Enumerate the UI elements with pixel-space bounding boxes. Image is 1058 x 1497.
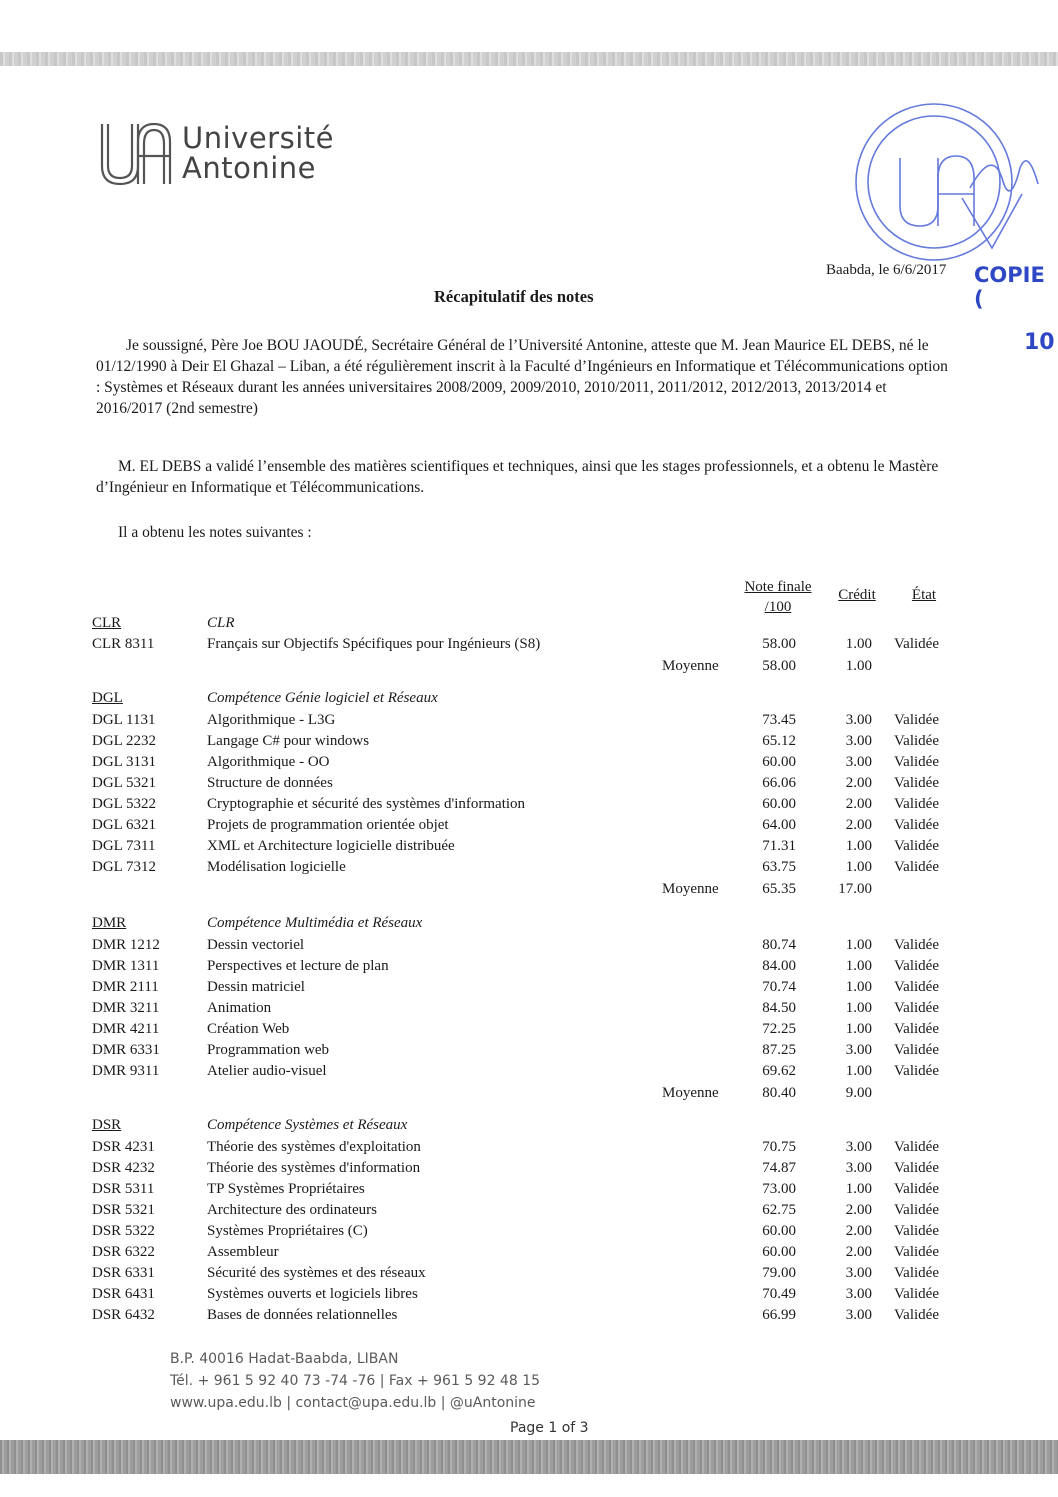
course-grade: 64.00 xyxy=(762,817,796,833)
course-title: Cryptographie et sécurité des systèmes d'information xyxy=(207,796,526,812)
course-grade: 73.00 xyxy=(762,1181,796,1197)
validation-paragraph: M. EL DEBS a validé l’ensemble des matières scientifiques et techniques, ainsi que les stages professionnels, et a obtenu le Mastère d’Ingénieur en Informatique et Télécommunications. xyxy=(96,458,939,496)
course-code: DSR 6431 xyxy=(92,1286,155,1302)
table-row xyxy=(0,1286,1058,1307)
course-title: Algorithmique - L3G xyxy=(207,712,336,728)
table-row xyxy=(0,796,1058,817)
course-grade: 60.00 xyxy=(762,796,796,812)
course-code: DMR 1212 xyxy=(92,937,160,953)
section-name: CLR xyxy=(207,615,235,631)
course-title: Sécurité des systèmes et des réseaux xyxy=(207,1265,426,1281)
course-status: Validée xyxy=(894,1244,939,1260)
course-title: Bases de données relationnelles xyxy=(207,1307,398,1323)
course-credit: 3.00 xyxy=(845,1307,872,1323)
course-credit: 1.00 xyxy=(845,958,872,974)
course-title: Français sur Objectifs Spécifiques pour Ingénieurs (S8) xyxy=(207,636,541,652)
section-header xyxy=(0,1117,1058,1138)
course-status: Validée xyxy=(894,1139,939,1155)
table-row xyxy=(0,958,1058,979)
table-row xyxy=(0,636,1058,657)
column-header-credit: Crédit xyxy=(838,587,876,603)
section-header xyxy=(0,615,1058,636)
scan-artifact-top xyxy=(0,52,1058,66)
logo-line-2: Antonine xyxy=(182,151,316,185)
table-row xyxy=(0,733,1058,754)
course-credit: 2.00 xyxy=(845,817,872,833)
course-grade: 72.25 xyxy=(762,1021,796,1037)
table-row xyxy=(0,817,1058,838)
section-code: DGL xyxy=(92,690,123,706)
course-grade: 66.06 xyxy=(762,775,796,791)
column-header-grade xyxy=(732,577,824,617)
course-credit: 3.00 xyxy=(845,712,872,728)
course-grade: 70.49 xyxy=(762,1286,796,1302)
course-status: Validée xyxy=(894,1307,939,1323)
course-title: Assembleur xyxy=(207,1244,279,1260)
average-label: Moyenne xyxy=(662,658,719,674)
course-title: XML et Architecture logicielle distribuée xyxy=(207,838,455,854)
course-status: Validée xyxy=(894,1063,939,1079)
course-grade: 58.00 xyxy=(762,636,796,652)
course-grade: 69.62 xyxy=(762,1063,796,1079)
university-name xyxy=(182,123,334,183)
course-status: Validée xyxy=(894,712,939,728)
section-average-row xyxy=(0,881,1058,902)
course-credit: 1.00 xyxy=(845,1181,872,1197)
table-row xyxy=(0,1181,1058,1202)
table-row xyxy=(0,1021,1058,1042)
average-label: Moyenne xyxy=(662,881,719,897)
average-label: Moyenne xyxy=(662,1085,719,1101)
course-title: Programmation web xyxy=(207,1042,330,1058)
course-title: Systèmes Propriétaires (C) xyxy=(207,1223,368,1239)
course-credit: 2.00 xyxy=(845,1244,872,1260)
course-grade: 80.74 xyxy=(762,937,796,953)
course-credit: 3.00 xyxy=(845,733,872,749)
course-status: Validée xyxy=(894,817,939,833)
course-status: Validée xyxy=(894,754,939,770)
course-status: Validée xyxy=(894,733,939,749)
course-title: Langage C# pour windows xyxy=(207,733,370,749)
course-grade: 70.74 xyxy=(762,979,796,995)
course-status: Validée xyxy=(894,775,939,791)
average-grade: 65.35 xyxy=(762,881,796,897)
section-code: DMR xyxy=(92,915,127,931)
copy-stamp-label: COPIE ( xyxy=(974,263,1045,311)
course-status: Validée xyxy=(894,1042,939,1058)
course-code: DGL 7312 xyxy=(92,859,157,875)
university-logo xyxy=(98,118,334,188)
course-code: DSR 4232 xyxy=(92,1160,155,1176)
course-credit: 1.00 xyxy=(845,1063,872,1079)
course-credit: 2.00 xyxy=(845,1223,872,1239)
footer-web: www.upa.edu.lb | contact@upa.edu.lb | @uAntonine xyxy=(170,1395,536,1411)
course-status: Validée xyxy=(894,979,939,995)
place-date: Baabda, le 6/6/2017 xyxy=(826,262,947,278)
course-code: DMR 4211 xyxy=(92,1021,160,1037)
course-credit: 2.00 xyxy=(845,1202,872,1218)
course-status: Validée xyxy=(894,636,939,652)
table-row xyxy=(0,754,1058,775)
grade-header-line-1: Note finale xyxy=(744,579,812,595)
total-credit: 1.00 xyxy=(845,658,872,674)
course-grade: 60.00 xyxy=(762,1223,796,1239)
course-code: CLR 8311 xyxy=(92,636,155,652)
course-credit: 1.00 xyxy=(845,1000,872,1016)
course-credit: 3.00 xyxy=(845,1265,872,1281)
course-code: DMR 9311 xyxy=(92,1063,160,1079)
course-title: Projets de programmation orientée objet xyxy=(207,817,449,833)
course-grade: 62.75 xyxy=(762,1202,796,1218)
course-title: Animation xyxy=(207,1000,272,1016)
course-credit: 1.00 xyxy=(845,838,872,854)
attestation-paragraph: Je soussigné, Père Joe BOU JAOUDÉ, Secrétaire Général de l’Université Antonine, atteste que M. Jean Maurice EL DEBS, né le 01/12/1990 à Deir El Ghazal – Liban, a été régulièrement inscrit à la Faculté d’Ingénieurs en Informatique et Télécommunications option : Systèmes et Réseaux durant les années universitaires 2008/2009, 2009/2010, 2010/2011, 2011/2012, 2012/2013, 2013/2014 et 2016/2017 (2nd semestre) xyxy=(96,337,948,417)
course-title: Dessin matriciel xyxy=(207,979,305,995)
course-title: Systèmes ouverts et logiciels libres xyxy=(207,1286,418,1302)
course-code: DGL 5321 xyxy=(92,775,157,791)
total-credit: 9.00 xyxy=(845,1085,872,1101)
course-credit: 1.00 xyxy=(845,979,872,995)
course-title: Dessin vectoriel xyxy=(207,937,305,953)
course-status: Validée xyxy=(894,937,939,953)
course-code: DGL 3131 xyxy=(92,754,157,770)
scan-artifact-bottom xyxy=(0,1440,1058,1474)
course-title: Architecture des ordinateurs xyxy=(207,1202,377,1218)
course-code: DGL 2232 xyxy=(92,733,157,749)
course-status: Validée xyxy=(894,796,939,812)
course-title: Perspectives et lecture de plan xyxy=(207,958,389,974)
course-grade: 70.75 xyxy=(762,1139,796,1155)
course-credit: 3.00 xyxy=(845,754,872,770)
course-status: Validée xyxy=(894,1000,939,1016)
course-code: DMR 2111 xyxy=(92,979,159,995)
table-row xyxy=(0,1139,1058,1160)
course-grade: 87.25 xyxy=(762,1042,796,1058)
course-title: Modélisation logicielle xyxy=(207,859,346,875)
course-code: DMR 3211 xyxy=(92,1000,160,1016)
table-row xyxy=(0,775,1058,796)
total-credit: 17.00 xyxy=(838,881,872,897)
table-row xyxy=(0,979,1058,1000)
course-grade: 65.12 xyxy=(762,733,796,749)
course-credit: 3.00 xyxy=(845,1286,872,1302)
table-row xyxy=(0,937,1058,958)
course-title: Théorie des systèmes d'information xyxy=(207,1160,421,1176)
table-row xyxy=(0,1244,1058,1265)
ua-monogram-icon xyxy=(98,118,176,188)
course-status: Validée xyxy=(894,1160,939,1176)
table-row xyxy=(0,1042,1058,1063)
course-grade: 74.87 xyxy=(762,1160,796,1176)
section-code: CLR xyxy=(92,615,122,631)
document-title: Récapitulatif des notes xyxy=(434,287,594,306)
course-grade: 84.50 xyxy=(762,1000,796,1016)
course-credit: 3.00 xyxy=(845,1042,872,1058)
average-grade: 80.40 xyxy=(762,1085,796,1101)
course-grade: 63.75 xyxy=(762,859,796,875)
course-code: DGL 7311 xyxy=(92,838,156,854)
grades-intro: Il a obtenu les notes suivantes : xyxy=(118,524,312,541)
course-grade: 60.00 xyxy=(762,754,796,770)
table-row xyxy=(0,712,1058,733)
course-grade: 73.45 xyxy=(762,712,796,728)
course-code: DSR 5321 xyxy=(92,1202,155,1218)
course-grade: 66.99 xyxy=(762,1307,796,1323)
course-code: DGL 5322 xyxy=(92,796,157,812)
course-status: Validée xyxy=(894,859,939,875)
section-name: Compétence Génie logiciel et Réseaux xyxy=(207,690,438,706)
course-title: Algorithmique - OO xyxy=(207,754,330,770)
course-status: Validée xyxy=(894,1181,939,1197)
section-header xyxy=(0,690,1058,711)
course-code: DSR 6432 xyxy=(92,1307,155,1323)
course-title: Structure de données xyxy=(207,775,333,791)
logo-line-1: Université xyxy=(182,121,334,155)
course-code: DMR 6331 xyxy=(92,1042,160,1058)
course-grade: 71.31 xyxy=(762,838,796,854)
course-status: Validée xyxy=(894,1021,939,1037)
table-row xyxy=(0,1160,1058,1181)
table-row xyxy=(0,1307,1058,1328)
course-credit: 3.00 xyxy=(845,1160,872,1176)
page-number: Page 1 of 3 xyxy=(510,1420,589,1436)
official-seal-icon xyxy=(842,98,1058,268)
course-status: Validée xyxy=(894,1223,939,1239)
section-average-row xyxy=(0,658,1058,679)
course-status: Validée xyxy=(894,1265,939,1281)
average-grade: 58.00 xyxy=(762,658,796,674)
course-status: Validée xyxy=(894,958,939,974)
course-credit: 1.00 xyxy=(845,859,872,875)
course-grade: 79.00 xyxy=(762,1265,796,1281)
course-code: DSR 6322 xyxy=(92,1244,155,1260)
table-row xyxy=(0,859,1058,880)
course-status: Validée xyxy=(894,838,939,854)
table-row xyxy=(0,1063,1058,1084)
course-credit: 1.00 xyxy=(845,1021,872,1037)
course-code: DSR 5311 xyxy=(92,1181,155,1197)
course-code: DGL 1131 xyxy=(92,712,156,728)
section-name: Compétence Multimédia et Réseaux xyxy=(207,915,423,931)
section-header xyxy=(0,915,1058,936)
footer-address: B.P. 40016 Hadat-Baabda, LIBAN xyxy=(170,1351,399,1367)
course-grade: 84.00 xyxy=(762,958,796,974)
footer-phone: Tél. + 961 5 92 40 73 -74 -76 | Fax + 961 5 92 48 15 xyxy=(170,1373,541,1389)
course-credit: 3.00 xyxy=(845,1139,872,1155)
table-row xyxy=(0,1265,1058,1286)
course-code: DSR 4231 xyxy=(92,1139,155,1155)
course-code: DGL 6321 xyxy=(92,817,157,833)
grade-header-line-2: /100 xyxy=(764,599,792,615)
course-code: DSR 6331 xyxy=(92,1265,155,1281)
course-title: Atelier audio-visuel xyxy=(207,1063,327,1079)
course-credit: 1.00 xyxy=(845,636,872,652)
course-credit: 2.00 xyxy=(845,775,872,791)
course-title: TP Systèmes Propriétaires xyxy=(207,1181,365,1197)
table-row xyxy=(0,1202,1058,1223)
stamp-number: 10 xyxy=(1024,330,1055,355)
course-credit: 2.00 xyxy=(845,796,872,812)
course-code: DSR 5322 xyxy=(92,1223,155,1239)
course-title: Théorie des systèmes d'exploitation xyxy=(207,1139,421,1155)
course-title: Création Web xyxy=(207,1021,290,1037)
course-credit: 1.00 xyxy=(845,937,872,953)
table-row xyxy=(0,838,1058,859)
section-code: DSR xyxy=(92,1117,122,1133)
table-row xyxy=(0,1223,1058,1244)
footer-contact xyxy=(170,1348,540,1414)
section-name: Compétence Systèmes et Réseaux xyxy=(207,1117,408,1133)
column-header-status: État xyxy=(911,587,937,603)
section-average-row xyxy=(0,1085,1058,1106)
table-row xyxy=(0,1000,1058,1021)
course-grade: 60.00 xyxy=(762,1244,796,1260)
course-status: Validée xyxy=(894,1202,939,1218)
course-status: Validée xyxy=(894,1286,939,1302)
course-code: DMR 1311 xyxy=(92,958,160,974)
